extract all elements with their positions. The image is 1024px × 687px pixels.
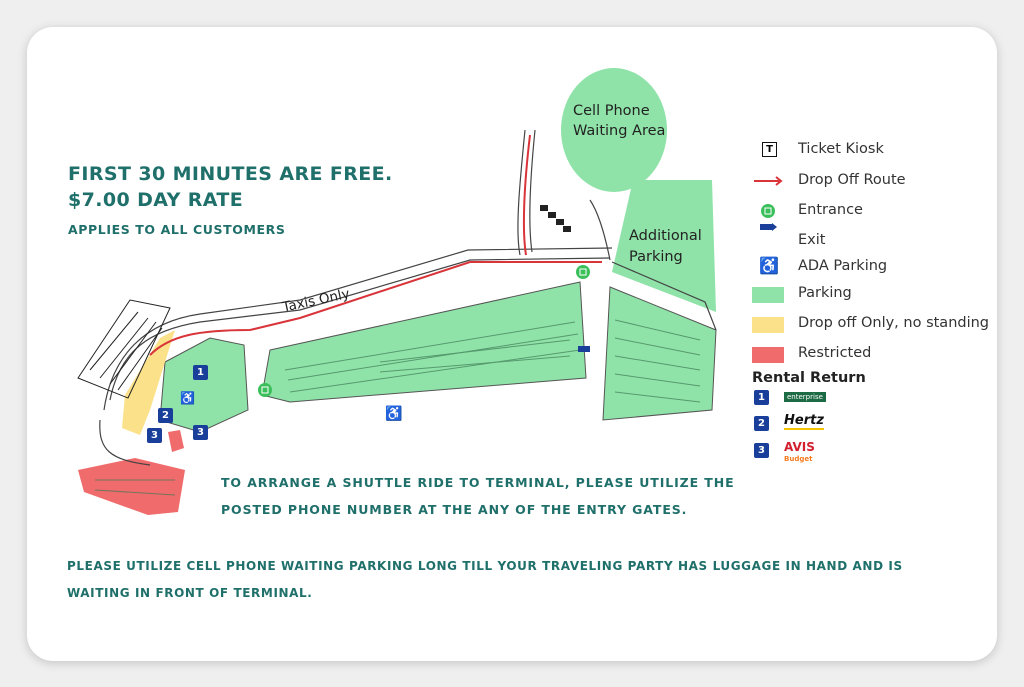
drop-off-swatch <box>752 317 784 333</box>
shuttle-note-line2: POSTED PHONE NUMBER AT THE ANY OF THE ENTRY GATES. <box>221 502 688 517</box>
additional-label-line2: Parking <box>629 249 683 265</box>
cell-note-line2: WAITING IN FRONT OF TERMINAL. <box>67 586 313 600</box>
rental-return-title: Rental Return <box>752 370 866 386</box>
restricted-area <box>78 458 185 515</box>
legend-restricted: Restricted <box>798 345 872 361</box>
rental-badge: 2 <box>754 416 769 431</box>
cell-phone-label-line2: Waiting Area <box>573 123 666 139</box>
additional-label-line1: Additional <box>629 228 702 244</box>
restricted-swatch <box>752 347 784 363</box>
right-parking-lot <box>603 287 716 420</box>
legend-exit: Exit <box>798 232 826 248</box>
exit-icon <box>760 222 778 232</box>
drop-off-route-icon <box>752 174 786 188</box>
legend-ada: ADA Parking <box>798 258 888 274</box>
headline-sub: APPLIES TO ALL CUSTOMERS <box>68 222 286 237</box>
enterprise-logo: enterprise <box>784 392 826 402</box>
exit-icon <box>578 346 590 352</box>
budget-logo: Budget <box>784 455 813 463</box>
lot-badge: 2 <box>158 408 173 423</box>
rental-badge: 1 <box>754 390 769 405</box>
cell-note-line1: PLEASE UTILIZE CELL PHONE WAITING PARKING LONG TILL YOUR TRAVELING PARTY HAS LUGGAGE IN HAND AND IS <box>67 559 903 573</box>
headline-day-rate: $7.00 DAY RATE <box>68 189 244 211</box>
legend-ticket-kiosk: Ticket Kiosk <box>798 141 884 157</box>
parking-swatch <box>752 287 784 303</box>
entrance-icon <box>258 383 272 397</box>
lot-badge: 3 <box>193 425 208 440</box>
taxis-only-label: Taxis Only <box>281 285 352 316</box>
restricted-small <box>168 430 184 452</box>
avis-logo: AVIS <box>784 440 815 454</box>
hertz-logo: Hertz <box>784 413 824 428</box>
ada-icon: ♿ <box>180 391 195 405</box>
shuttle-note-line1: TO ARRANGE A SHUTTLE RIDE TO TERMINAL, PLEASE UTILIZE THE <box>221 475 735 490</box>
rental-badge: 3 <box>754 443 769 458</box>
lot-badge: 3 <box>147 428 162 443</box>
additional-parking-label <box>629 226 702 268</box>
left-parking-lot <box>160 338 248 432</box>
lot-badge: 1 <box>193 365 208 380</box>
legend-parking: Parking <box>798 285 852 301</box>
ada-icon: ♿ <box>385 405 403 421</box>
entrance-icon <box>576 265 590 279</box>
legend-entrance: Entrance <box>798 202 863 218</box>
legend-drop-off: Drop off Only, no standing <box>798 315 990 331</box>
headline-free: FIRST 30 MINUTES ARE FREE. <box>68 163 393 185</box>
cell-phone-label-line1: Cell Phone <box>573 103 650 119</box>
entrance-icon <box>760 203 776 219</box>
toll-booths <box>540 205 571 232</box>
ticket-kiosk-icon: T <box>762 142 777 157</box>
legend-drop-off-route: Drop Off Route <box>798 172 906 188</box>
ada-icon: ♿ <box>759 258 779 275</box>
cell-phone-label <box>573 101 665 141</box>
